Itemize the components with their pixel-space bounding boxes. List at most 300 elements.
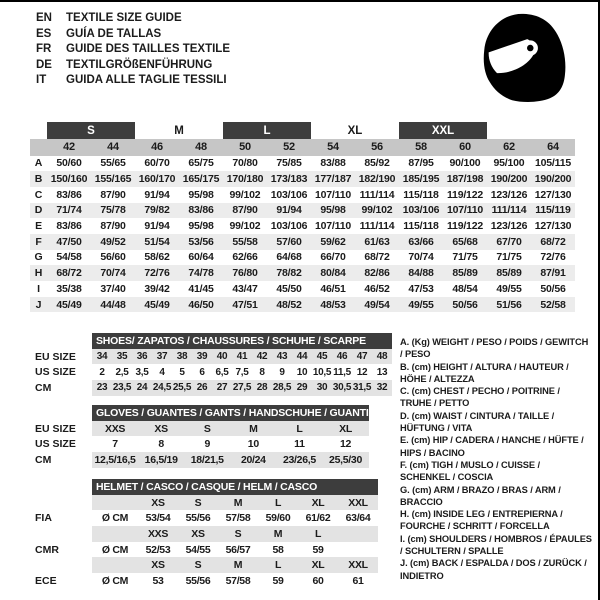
size-value-cell: 23 xyxy=(92,380,112,396)
size-value-cell: 51/56 xyxy=(487,297,531,313)
size-value-cell: 49/55 xyxy=(399,297,443,313)
size-value-cell: XL xyxy=(322,421,368,437)
size-column-header: 52 xyxy=(267,139,311,156)
size-value-cell: 123/126 xyxy=(490,220,528,233)
size-value-cell: 49/55 xyxy=(496,282,522,295)
size-value-cell: 30 xyxy=(312,380,332,396)
language-row xyxy=(36,42,230,58)
helmet-size-table xyxy=(35,479,378,589)
empty-cell xyxy=(92,557,138,573)
size-value-cell: 71/75 xyxy=(496,251,522,264)
size-value-cell: 95/100 xyxy=(493,157,525,170)
language-code: DE xyxy=(36,58,52,71)
size-value-cell: 12 xyxy=(339,438,352,451)
size-value-cell: 107/110 xyxy=(315,188,351,201)
letter-size-header: XXL xyxy=(399,122,487,139)
size-value-cell: 85/92 xyxy=(364,157,390,170)
size-value-cell: 83/86 xyxy=(56,188,82,201)
row-label: US SIZE xyxy=(35,438,76,451)
language-row xyxy=(36,58,230,74)
row-label: B xyxy=(30,171,47,187)
language-list xyxy=(36,11,230,89)
size-value-cell: S xyxy=(184,421,230,437)
spacer-cell xyxy=(35,405,92,421)
size-column-header: 56 xyxy=(355,139,399,156)
size-value-cell: 42 xyxy=(252,349,272,365)
size-value-cell: 80/84 xyxy=(311,265,355,281)
row-label: D xyxy=(30,203,47,219)
size-value-cell: 87/90 xyxy=(223,203,267,219)
size-value-cell: 95/98 xyxy=(188,188,214,201)
legend-item: G. (cm) ARM / BRAZO / BRAS / ARM / BRACCIO xyxy=(400,484,561,507)
language-title: GUÍA DE TALLAS xyxy=(66,27,162,40)
size-value-cell: 58 xyxy=(272,543,284,556)
size-value-cell: 9 xyxy=(204,438,210,451)
size-value-cell: 99/102 xyxy=(355,203,399,219)
size-value-cell: 48/54 xyxy=(452,282,478,295)
size-value-cell: 50/56 xyxy=(540,282,566,295)
size-value-cell: 91/94 xyxy=(144,220,170,233)
size-value-cell: 83/88 xyxy=(320,157,346,170)
size-value-cell: 103/106 xyxy=(270,188,308,201)
size-value-cell: 35 xyxy=(112,349,132,365)
size-row xyxy=(35,421,369,437)
size-column-header: 50 xyxy=(223,139,267,156)
size-value-cell: 23/26,5 xyxy=(276,452,322,468)
size-value-cell: 107/110 xyxy=(443,203,487,219)
size-value-cell: 40 xyxy=(212,349,232,365)
size-value-cell: 63/64 xyxy=(345,512,371,525)
size-column-header: 62 xyxy=(487,139,531,156)
helmet-size-header-row xyxy=(35,526,378,542)
size-value-cell: 70/80 xyxy=(232,157,258,170)
size-value-cell: 56/60 xyxy=(100,251,126,264)
size-value-cell: 30,5 xyxy=(332,380,352,396)
size-value-cell: 78/82 xyxy=(267,265,311,281)
measurement-row xyxy=(30,281,575,297)
row-label: A xyxy=(34,157,43,170)
size-value-cell: 31,5 xyxy=(352,380,372,396)
size-value-cell: 111/114 xyxy=(487,203,531,219)
size-value-cell: 71/74 xyxy=(47,203,91,219)
size-value-cell: 5 xyxy=(179,366,185,378)
empty-cell xyxy=(30,122,47,139)
size-value-cell: 71/75 xyxy=(452,251,478,264)
size-value-cell: 35/38 xyxy=(56,282,82,295)
size-value-cell: 27 xyxy=(212,380,232,396)
helmet-size-header: XXS xyxy=(138,526,178,542)
diameter-label: Ø CM xyxy=(101,543,129,556)
helmet-size-header: S xyxy=(218,526,258,542)
size-value-cell: 29 xyxy=(292,380,312,396)
size-value-cell: 6,5 xyxy=(215,366,229,378)
size-value-cell: 27,5 xyxy=(232,380,252,396)
size-value-cell: 111/114 xyxy=(359,188,395,201)
empty-cell xyxy=(92,526,138,542)
size-value-cell: 37 xyxy=(152,349,172,365)
size-value-cell: 68/72 xyxy=(531,234,575,250)
size-value-cell: 16,5/19 xyxy=(138,452,184,468)
table-title-row xyxy=(35,479,378,495)
helmet-size-header: L xyxy=(258,557,298,573)
size-value-cell: 39/42 xyxy=(144,282,170,295)
spacer-cell xyxy=(35,495,92,511)
measurement-row xyxy=(30,171,575,187)
size-value-cell: 107/110 xyxy=(315,220,351,233)
size-row xyxy=(35,436,369,452)
size-value-cell: 79/82 xyxy=(135,203,179,219)
helmet-value-row xyxy=(35,510,378,526)
size-value-cell: 72/76 xyxy=(540,251,566,264)
size-value-cell: 103/106 xyxy=(270,220,308,233)
size-value-cell: 65/68 xyxy=(443,234,487,250)
size-column-header: 64 xyxy=(531,139,575,156)
size-value-cell: 53/54 xyxy=(145,512,171,525)
row-label: C xyxy=(34,188,43,201)
size-value-cell: 70/74 xyxy=(91,265,135,281)
size-value-cell: 10 xyxy=(247,438,259,451)
helmet-size-header: M xyxy=(258,526,298,542)
size-value-cell: 44/48 xyxy=(91,297,135,313)
size-value-cell: 45/49 xyxy=(135,297,179,313)
size-value-cell: 68/72 xyxy=(47,265,91,281)
size-value-cell: 63/66 xyxy=(399,234,443,250)
legend-item: J. (cm) BACK / ESPALDA / DOS / ZURÜCK / INDIETRO xyxy=(400,558,587,581)
size-value-cell: 45/49 xyxy=(47,297,91,313)
letter-size-header: XL xyxy=(347,124,363,137)
size-column-header: 54 xyxy=(311,139,355,156)
size-value-cell: 55/56 xyxy=(185,574,211,587)
size-value-cell: 173/183 xyxy=(267,171,311,187)
size-value-cell: 59 xyxy=(312,543,324,556)
size-value-cell: 57/60 xyxy=(267,234,311,250)
size-value-cell: 170/180 xyxy=(223,171,267,187)
language-row xyxy=(36,27,230,43)
size-value-cell: 66/70 xyxy=(320,251,346,264)
row-label: J xyxy=(30,297,47,313)
size-value-cell: 62/66 xyxy=(232,251,258,264)
size-value-cell: 12,5/16,5 xyxy=(92,452,138,468)
helmet-value-row xyxy=(35,573,378,589)
size-value-cell: 115/118 xyxy=(403,188,439,201)
size-value-cell: 87/90 xyxy=(100,220,126,233)
empty-cell xyxy=(30,139,47,156)
size-value-cell: 57/58 xyxy=(225,512,251,525)
size-value-cell: 150/160 xyxy=(47,171,91,187)
size-value-cell: 55/58 xyxy=(223,234,267,250)
standard-label: CMR xyxy=(35,543,59,556)
helmet-size-header-row xyxy=(35,495,378,511)
size-value-cell: 11 xyxy=(294,438,305,451)
size-row xyxy=(35,349,392,365)
legend-item: F. (cm) TIGH / MUSLO / CUISSE / SCHENKEL / COSCIA xyxy=(400,459,540,483)
size-column-header: 42 xyxy=(47,139,91,156)
helmet-size-header-row xyxy=(35,557,378,573)
size-value-cell: 90/100 xyxy=(449,157,481,170)
size-value-cell: 12 xyxy=(356,366,368,378)
table-title: SHOES/ ZAPATOS / CHAUSSURES / SCHUHE / SCARPE xyxy=(92,333,392,349)
table-title: HELMET / CASCO / CASQUE / HELM / CASCO xyxy=(92,479,378,495)
gloves-size-table xyxy=(35,405,369,468)
size-value-cell: 84/88 xyxy=(399,265,443,281)
row-label: CM xyxy=(35,381,52,394)
helmet-size-header xyxy=(338,526,378,542)
helmet-size-header: M xyxy=(218,557,258,573)
size-value-cell: 50/60 xyxy=(56,157,82,170)
size-value-cell: 28 xyxy=(252,380,272,396)
language-title: GUIDA ALLE TAGLIE TESSILI xyxy=(66,74,227,86)
size-value-cell: XS xyxy=(138,421,184,437)
size-value-cell: 50/56 xyxy=(443,297,487,313)
legend-item: A. (Kg) WEIGHT / PESO / POIDS / GEWITCH / PESO xyxy=(400,337,589,360)
size-value-cell: L xyxy=(276,421,322,437)
size-value-cell: 39 xyxy=(192,349,212,365)
row-label: E xyxy=(35,220,42,233)
helmet-size-header: S xyxy=(178,557,218,573)
measurement-row xyxy=(30,265,575,281)
measurement-row xyxy=(30,234,575,250)
size-value-cell: 34 xyxy=(92,349,112,365)
size-value-cell: 74/78 xyxy=(179,265,223,281)
size-value-cell: 7 xyxy=(112,438,118,451)
size-value-cell: 53/56 xyxy=(179,234,223,250)
size-value-cell: 127/130 xyxy=(534,188,572,201)
size-value-cell: 53 xyxy=(152,574,164,587)
size-value-cell: 177/187 xyxy=(311,171,355,187)
helmet-size-header: L xyxy=(258,495,298,511)
size-column-header: 60 xyxy=(443,139,487,156)
standard-label: ECE xyxy=(35,574,57,587)
size-value-cell: 75/85 xyxy=(276,157,302,170)
size-value-cell: 9 xyxy=(279,366,285,378)
size-value-cell: 47/53 xyxy=(408,282,434,295)
table-title: GLOVES / GUANTES / GANTS / HANDSCHUHE / GUANTI xyxy=(92,405,369,421)
size-value-cell: 48/53 xyxy=(311,297,355,313)
size-value-cell: 111/114 xyxy=(359,220,395,233)
helmet-size-header: M xyxy=(218,495,258,511)
row-label: G xyxy=(34,251,43,264)
letter-size-row xyxy=(30,122,575,139)
language-code: IT xyxy=(36,74,47,86)
size-value-cell: 13 xyxy=(376,366,388,378)
language-code: EN xyxy=(36,12,52,24)
size-value-cell: 47 xyxy=(352,349,372,365)
size-value-cell: 65/75 xyxy=(188,157,214,170)
size-value-cell: 115/119 xyxy=(531,203,575,219)
size-value-cell: 61/62 xyxy=(305,512,331,525)
size-value-cell: 25,5 xyxy=(172,380,192,396)
table-title-row xyxy=(35,333,392,349)
size-value-cell: 85/89 xyxy=(487,265,531,281)
legend-item: I. (cm) SHOULDERS / HOMBROS / ÉPAULES / SCHULTERN / SPALLE xyxy=(400,533,592,557)
measurement-row xyxy=(30,250,575,266)
standard-label: FIA xyxy=(35,512,52,525)
size-value-cell: 57/58 xyxy=(225,574,251,587)
size-value-cell: 46/50 xyxy=(179,297,223,313)
helmet-size-header: XS xyxy=(138,495,178,511)
size-value-cell: 41 xyxy=(232,349,252,365)
helmet-size-header: S xyxy=(178,495,218,511)
size-value-cell: 185/195 xyxy=(399,171,443,187)
size-value-cell: 75/78 xyxy=(91,203,135,219)
language-row xyxy=(36,11,230,27)
size-value-cell: 59/62 xyxy=(311,234,355,250)
size-value-cell: 123/126 xyxy=(490,188,528,201)
measurement-legend xyxy=(400,336,592,582)
size-value-cell: 24,5 xyxy=(152,380,172,396)
helmet-size-header: XS xyxy=(178,526,218,542)
numeric-size-row xyxy=(30,139,575,156)
size-row xyxy=(35,452,369,468)
size-value-cell: 105/115 xyxy=(535,157,571,170)
helmet-size-header: XL xyxy=(298,495,338,511)
size-value-cell: 91/94 xyxy=(267,203,311,219)
size-value-cell: 45/50 xyxy=(276,282,302,295)
measurement-row xyxy=(30,203,575,219)
size-value-cell: 20/24 xyxy=(230,452,276,468)
size-value-cell: 55/56 xyxy=(185,512,211,525)
size-value-cell: 61/63 xyxy=(355,234,399,250)
racing-helmet-icon xyxy=(472,6,574,108)
language-row xyxy=(36,73,230,89)
size-value-cell: 2 xyxy=(99,366,105,378)
size-value-cell: 7,5 xyxy=(235,366,249,378)
size-value-cell: 76/80 xyxy=(223,265,267,281)
empty-cell xyxy=(487,122,531,139)
size-value-cell: 95/98 xyxy=(188,220,214,233)
size-value-cell: 72/76 xyxy=(135,265,179,281)
size-value-cell: 10,5 xyxy=(312,366,332,378)
size-value-cell: 103/106 xyxy=(399,203,443,219)
row-label: EU SIZE xyxy=(35,422,76,435)
size-value-cell: 64/68 xyxy=(276,251,302,264)
language-title: GUIDE DES TAILLES TEXTILE xyxy=(66,43,230,55)
size-value-cell: 99/102 xyxy=(229,220,261,233)
empty-cell xyxy=(92,495,138,511)
size-value-cell: 182/190 xyxy=(355,171,399,187)
spacer-cell xyxy=(35,333,92,349)
size-value-cell: 60/70 xyxy=(144,157,170,170)
size-value-cell xyxy=(338,542,378,558)
size-value-cell: 37/40 xyxy=(100,282,126,295)
size-value-cell: 8 xyxy=(259,366,265,378)
size-value-cell: 51/54 xyxy=(135,234,179,250)
size-value-cell: 95/98 xyxy=(311,203,355,219)
size-column-header: 58 xyxy=(399,139,443,156)
size-value-cell: 59 xyxy=(272,574,284,587)
language-title: TEXTILE SIZE GUIDE xyxy=(66,12,182,24)
size-value-cell: 58/62 xyxy=(144,251,170,264)
helmet-size-header: L xyxy=(298,526,338,542)
size-value-cell: 187/198 xyxy=(443,171,487,187)
size-value-cell: 56/57 xyxy=(225,543,251,556)
legend-item: E. (cm) HIP / CADERA / HANCHE / HÜFTE / HIPS / BACINO xyxy=(400,435,584,458)
size-row xyxy=(35,380,392,396)
size-value-cell: 60/64 xyxy=(188,251,214,264)
table-title-row xyxy=(35,405,369,421)
language-code: FR xyxy=(36,43,52,55)
measurement-row xyxy=(30,297,575,313)
size-value-cell: 52/58 xyxy=(531,297,575,313)
size-value-cell: 36 xyxy=(132,349,152,365)
size-value-cell: 18/21,5 xyxy=(184,452,230,468)
legend-item: D. (cm) WAIST / CINTURA / TAILLE / HÜFTUNG / VITA xyxy=(400,410,555,434)
size-value-cell: 155/165 xyxy=(91,171,135,187)
size-value-cell: 44 xyxy=(292,349,312,365)
size-value-cell: 26 xyxy=(192,380,212,396)
size-value-cell: 82/86 xyxy=(355,265,399,281)
spacer-cell xyxy=(35,479,92,495)
size-row xyxy=(35,364,392,380)
size-value-cell: 49/54 xyxy=(355,297,399,313)
size-value-cell: 3,5 xyxy=(135,366,149,378)
size-column-header: 46 xyxy=(135,139,179,156)
language-title: TEXTILGRÖßENFÜHRUNG xyxy=(66,58,213,71)
size-value-cell: 54/55 xyxy=(185,543,211,556)
letter-size-header: S xyxy=(47,122,135,139)
size-column-header: 48 xyxy=(179,139,223,156)
letter-size-header: M xyxy=(174,124,184,137)
size-value-cell: M xyxy=(230,421,276,437)
size-value-cell: 48/52 xyxy=(267,297,311,313)
size-value-cell: 8 xyxy=(158,438,164,451)
measurement-row xyxy=(30,218,575,234)
diameter-label: Ø CM xyxy=(101,574,129,587)
size-value-cell: 38 xyxy=(172,349,192,365)
size-value-cell: 160/170 xyxy=(135,171,179,187)
size-value-cell: 83/86 xyxy=(179,203,223,219)
size-value-cell: 127/130 xyxy=(534,220,572,233)
row-label: US SIZE xyxy=(35,366,76,379)
size-value-cell: 54/58 xyxy=(56,251,82,264)
row-label: F xyxy=(30,234,47,250)
size-value-cell: 49/52 xyxy=(91,234,135,250)
size-value-cell: 45 xyxy=(312,349,332,365)
size-value-cell: XXS xyxy=(92,421,138,437)
size-value-cell: 41/45 xyxy=(188,282,214,295)
size-value-cell: 119/122 xyxy=(447,188,483,201)
size-value-cell: 70/74 xyxy=(408,251,434,264)
size-value-cell: 87/90 xyxy=(100,188,126,201)
size-value-cell: 119/122 xyxy=(447,220,483,233)
size-value-cell: 99/102 xyxy=(229,188,261,201)
size-value-cell: 10 xyxy=(296,366,308,378)
helmet-size-header: XXL xyxy=(338,557,378,573)
size-value-cell: 47/50 xyxy=(47,234,91,250)
size-value-cell: 24 xyxy=(132,380,152,396)
size-value-cell: 4 xyxy=(159,366,165,378)
size-value-cell: 85/89 xyxy=(443,265,487,281)
spacer-cell xyxy=(35,526,92,542)
size-value-cell: 87/95 xyxy=(408,157,434,170)
size-value-cell: 55/65 xyxy=(100,157,126,170)
spacer-cell xyxy=(35,557,92,573)
row-label: EU SIZE xyxy=(35,350,76,363)
measurement-row xyxy=(30,187,575,203)
size-value-cell: 46/52 xyxy=(364,282,390,295)
helmet-size-header: XS xyxy=(138,557,178,573)
size-value-cell: 67/70 xyxy=(487,234,531,250)
size-value-cell: 190/200 xyxy=(487,171,531,187)
row-label: I xyxy=(37,282,40,295)
size-value-cell: 190/200 xyxy=(531,171,575,187)
letter-size-header: L xyxy=(223,122,311,139)
size-value-cell: 2,5 xyxy=(115,366,129,378)
size-value-cell: 59/60 xyxy=(265,512,291,525)
shoes-size-table xyxy=(35,333,392,396)
size-value-cell: 61 xyxy=(352,574,364,587)
size-value-cell: 23,5 xyxy=(112,380,132,396)
